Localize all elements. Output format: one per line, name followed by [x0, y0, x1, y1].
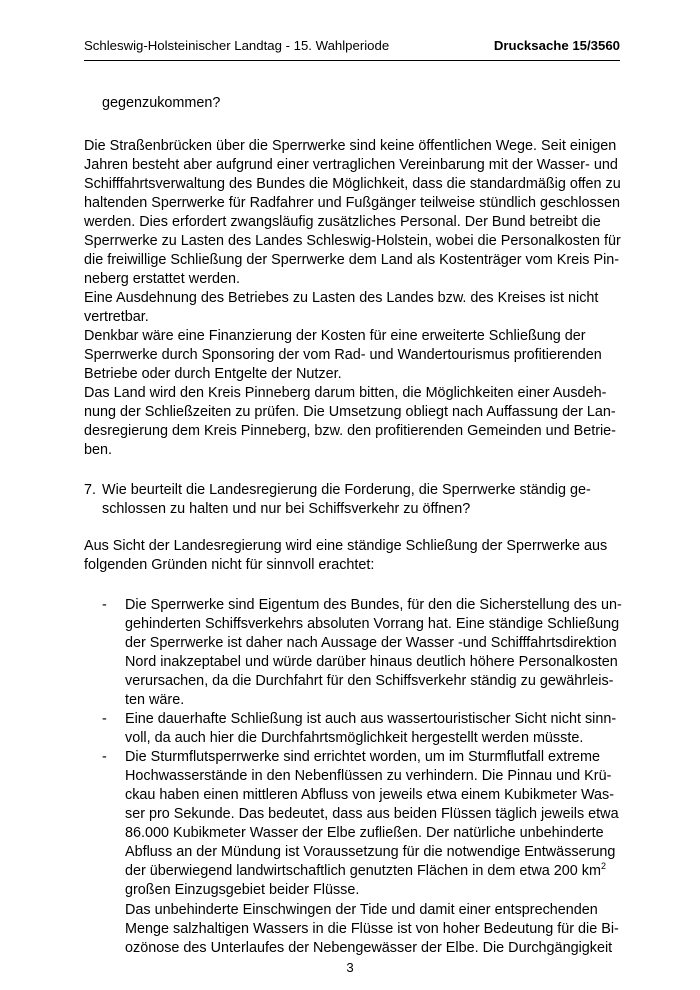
superscript-2: 2: [600, 861, 606, 871]
paragraph-line: Denkbar wäre eine Finanzierung der Kosten für eine erweiterte Schließung der: [84, 328, 586, 344]
bullet-line: ckau haben einen mittleren Abfluss von jeweils etwa einem Kubikmeter Was-: [125, 787, 614, 803]
bullet-line: ser pro Sekunde. Das bedeutet, dass aus beiden Flüssen täglich jeweils etwa: [125, 806, 619, 822]
header-document-number: Drucksache 15/3560: [493, 38, 620, 53]
question-line: schlossen zu halten und nur bei Schiffsverkehr zu öffnen?: [102, 501, 471, 517]
paragraph-line: nung der Schließzeiten zu prüfen. Die Umsetzung obliegt nach Auffassung der Lan-: [84, 404, 616, 420]
paragraph-line: vertretbar.: [84, 309, 149, 325]
page-number: 3: [346, 960, 354, 975]
answer-intro-line: Aus Sicht der Landesregierung wird eine ständige Schließung der Sperrwerke aus: [84, 538, 608, 554]
header-title: Schleswig-Holsteinischer Landtag - 15. Wahlperiode: [84, 38, 390, 53]
bullet-line: gehinderten Schiffsverkehrs absoluten Vorrang hat. Eine ständige Schließung: [125, 616, 620, 632]
bullet-marker: -: [102, 597, 107, 613]
bullet-line: verursachen, da die Durchfahrt für den Schiffsverkehr ständig zu gewährleis-: [125, 673, 614, 689]
paragraph-line: desregierung dem Kreis Pinneberg, bzw. den profitierenden Gemeinden und Betrie-: [84, 423, 616, 439]
paragraph-line: Eine Ausdehnung des Betriebes zu Lasten des Landes bzw. des Kreises ist nicht: [84, 290, 599, 306]
bullet-continuation-line: Das unbehinderte Einschwingen der Tide und damit einer entsprechenden: [125, 902, 598, 918]
bullet-marker: -: [102, 711, 107, 727]
paragraph-line: Jahren besteht aber aufgrund einer vertraglichen Vereinbarung mit der Wasser- und: [84, 157, 618, 173]
bullet-continuation-line: ozönose des Unterlaufes der Nebengewässer der Elbe. Die Durchgängigkeit: [125, 940, 613, 956]
paragraph-line: Sperrwerke durch Sponsoring der vom Rad- und Wandertourismus profitierenden: [84, 347, 602, 363]
paragraph-line: haltenden Sperrwerke für Radfahrer und Fußgänger teilweise stündlich geschlossen: [84, 195, 620, 211]
page-header: [84, 38, 620, 54]
paragraph-line: neberg erstattet werden.: [84, 271, 240, 287]
paragraph-line: Schifffahrtsverwaltung des Bundes die Möglichkeit, dass die standardmäßig offen zu: [84, 176, 621, 192]
bullet-continuation-line: Menge salzhaltigen Wassers in die Flüsse ist von hoher Bedeutung für die Bi-: [125, 921, 619, 937]
bullet-line: 86.000 Kubikmeter Wasser der Elbe zufließen. Der natürliche unbehinderte: [125, 825, 604, 841]
header-rule: [84, 60, 620, 61]
paragraph-line: die freiwillige Schließung der Sperrwerke dem Land als Kostenträger vom Kreis Pin-: [84, 252, 620, 268]
paragraph-line: Das Land wird den Kreis Pinneberg darum bitten, die Möglichkeiten einer Ausdeh-: [84, 385, 607, 401]
paragraph-line: ben.: [84, 442, 113, 458]
bullet-line: Abfluss an der Mündung ist Voraussetzung für die notwendige Entwässerung: [125, 844, 616, 860]
bullet-line-text: der überwiegend landwirtschaftlich genutzten Flächen in dem etwa 200 km: [125, 863, 601, 879]
question-number: 7.: [84, 482, 97, 498]
paragraph-line: Die Straßenbrücken über die Sperrwerke sind keine öffentlichen Wege. Seit einigen: [84, 138, 617, 154]
bullet-marker: -: [102, 749, 107, 765]
bullet-line: voll, da auch hier die Durchfahrtsmöglichkeit hergestellt werden müsste.: [125, 730, 584, 746]
bullet-line: der Sperrwerke ist daher nach Aussage der Wasser -und Schifffahrtsdirektion: [125, 635, 617, 651]
bullet-line-with-unit: [125, 863, 606, 880]
bullet-line: Hochwasserstände in den Nebenflüssen zu verhindern. Die Pinnau und Krü-: [125, 768, 612, 784]
paragraph-line: Sperrwerke zu Lasten des Landes Schleswig-Holstein, wobei die Personalkosten für: [84, 233, 621, 249]
answer-intro-line: folgenden Gründen nicht für sinnvoll erachtet:: [84, 557, 375, 573]
bullet-line: ten wäre.: [125, 692, 185, 708]
bullet-line: großen Einzugsgebiet beider Flüsse.: [125, 882, 360, 898]
bullet-line: Eine dauerhafte Schließung ist auch aus wassertouristischer Sicht nicht sinn-: [125, 711, 617, 727]
bullet-line: Nord inakzeptabel und würde darüber hinaus deutlich höhere Personalkosten: [125, 654, 618, 670]
paragraph-line: Betriebe oder durch Entgelte der Nutzer.: [84, 366, 342, 382]
bullet-line: Die Sperrwerke sind Eigentum des Bundes, für den die Sicherstellung des un-: [125, 597, 622, 613]
question-line: Wie beurteilt die Landesregierung die Forderung, die Sperrwerke ständig ge-: [102, 482, 591, 498]
bullet-line: Die Sturmflutsperrwerke sind errichtet worden, um im Sturmflutfall extreme: [125, 749, 601, 765]
continuation-text: gegenzukommen?: [102, 95, 221, 111]
paragraph-line: werden. Dies erfordert zwangsläufig zusätzliches Personal. Der Bund betreibt die: [84, 214, 601, 230]
